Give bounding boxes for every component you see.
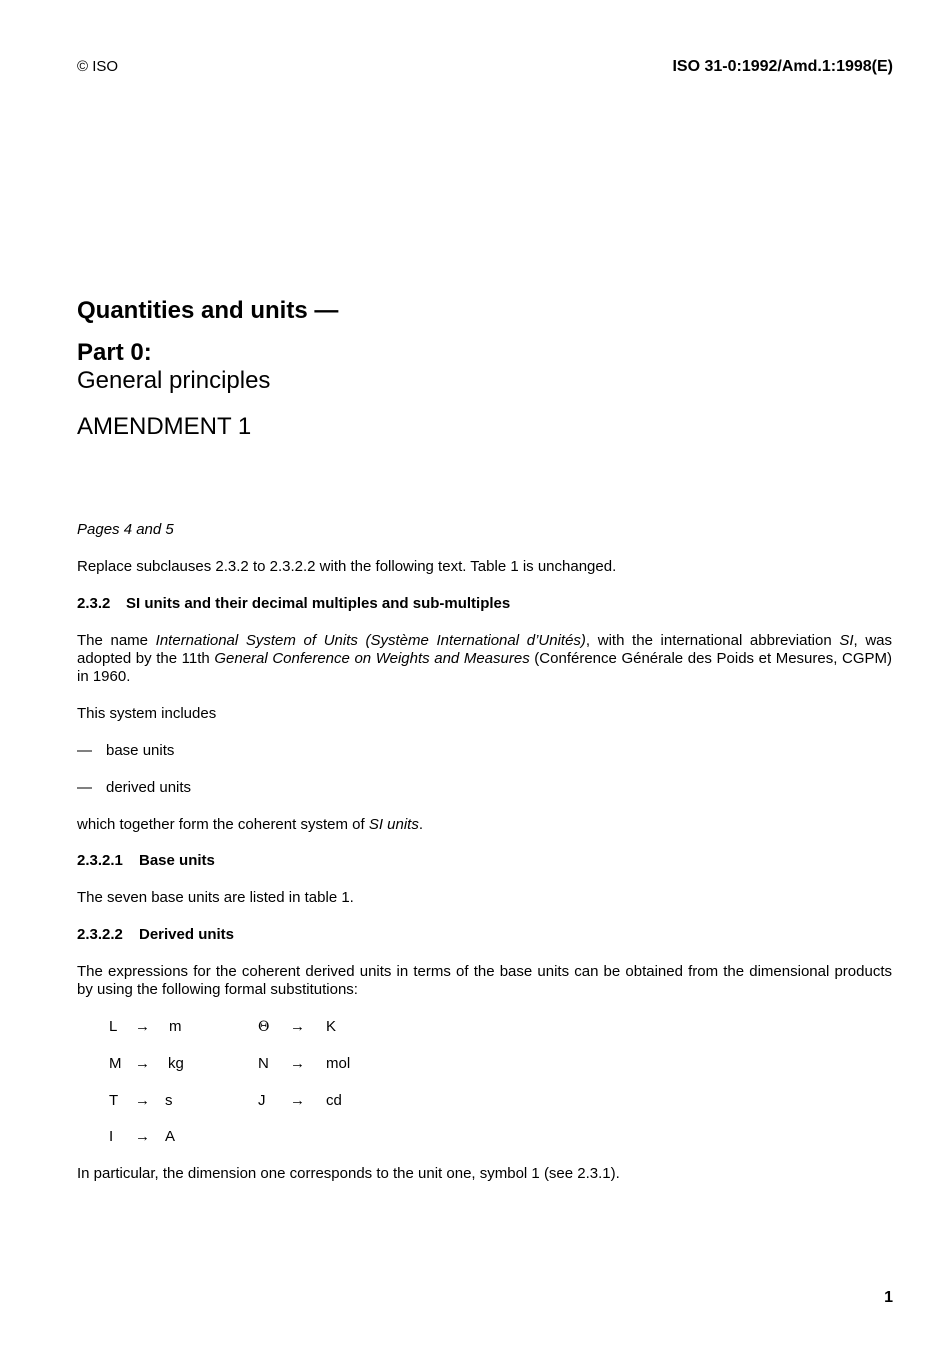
arrow-icon: → (290, 1018, 305, 1035)
text-run: . (418, 816, 424, 833)
header-document-id: ISO 31-0:1992/Amd.1:1998(E) (672, 58, 893, 75)
derived-units-text: The expressions for the coherent derived units in terms of the base units can be obtained from the dimensional products by using the following formal substitutions: (77, 963, 892, 998)
text-run: The name (77, 632, 156, 649)
unit-symbol: kg (168, 1055, 184, 1072)
arrow-icon: → (290, 1092, 305, 1109)
header-copyright: © ISO (77, 58, 119, 75)
document-title: Quantities and units — (77, 297, 339, 324)
document-part: Part 0: (77, 339, 152, 366)
section-title: SI units and their decimal multiples and sub-multiples (126, 595, 511, 612)
section-title: Derived units (139, 926, 235, 943)
dimension-symbol: J (258, 1092, 266, 1109)
replace-instruction: Replace subclauses 2.3.2 to 2.3.2.2 with the following text. Table 1 is unchanged. (77, 558, 617, 575)
unit-symbol: s (165, 1092, 173, 1109)
system-includes: This system includes (77, 705, 217, 722)
dimension-symbol: N (258, 1055, 269, 1072)
text-run: (Conférence Générale des Poids et Mesures, CGPM) in 1960. (77, 650, 892, 685)
section-heading-2-3-2-2 (77, 926, 892, 944)
paragraph-si-name (77, 632, 892, 686)
unit-symbol: m (169, 1018, 182, 1035)
list-item-text: base units (106, 742, 175, 759)
unit-symbol: cd (326, 1092, 342, 1109)
list-item-text: derived units (106, 779, 192, 796)
dimension-symbol: Θ (258, 1019, 270, 1035)
arrow-icon: → (290, 1055, 305, 1072)
dimension-symbol: I (109, 1128, 114, 1145)
arrow-icon: → (135, 1018, 150, 1035)
arrow-icon: → (135, 1055, 150, 1072)
section-title: Base units (139, 852, 215, 869)
dimension-symbol: T (109, 1092, 119, 1109)
unit-symbol: A (165, 1128, 176, 1145)
text-run-italic: SI (839, 632, 854, 649)
section-number: 2.3.2.1 (77, 852, 123, 869)
page-number: 1 (884, 1289, 893, 1306)
list-dash: — (77, 779, 92, 796)
text-run-italic: General Conference on Weights and Measures (214, 650, 530, 667)
base-units-text: The seven base units are listed in table 1. (77, 889, 354, 906)
text-run-italic: International System of Units (Système International d’Unités) (155, 632, 586, 649)
arrow-icon: → (135, 1128, 150, 1145)
dimension-symbol: M (109, 1055, 122, 1072)
list-item (77, 742, 174, 760)
text-run: , was adopted by the 11th (77, 632, 892, 667)
dimension-symbol: L (109, 1018, 118, 1035)
text-run: , with the international abbreviation (585, 632, 840, 649)
list-item (77, 779, 191, 797)
pages-note: Pages 4 and 5 (77, 521, 174, 538)
dimension-one-note: In particular, the dimension one corresponds to the unit one, symbol 1 (see 2.3.1). (77, 1165, 620, 1182)
text-run: which together form the coherent system of (77, 816, 369, 833)
arrow-icon: → (135, 1092, 150, 1109)
unit-symbol: mol (326, 1055, 351, 1072)
together-paragraph (77, 816, 892, 834)
section-number: 2.3.2 (77, 595, 111, 612)
section-number: 2.3.2.2 (77, 926, 123, 943)
section-heading-2-3-2-1 (77, 852, 892, 870)
document-amendment: AMENDMENT 1 (77, 413, 252, 440)
unit-symbol: K (326, 1018, 337, 1035)
section-heading-2-3-2 (77, 595, 892, 613)
list-dash: — (77, 742, 92, 759)
text-run-italic: SI units (368, 816, 419, 833)
document-subtitle: General principles (77, 367, 271, 394)
